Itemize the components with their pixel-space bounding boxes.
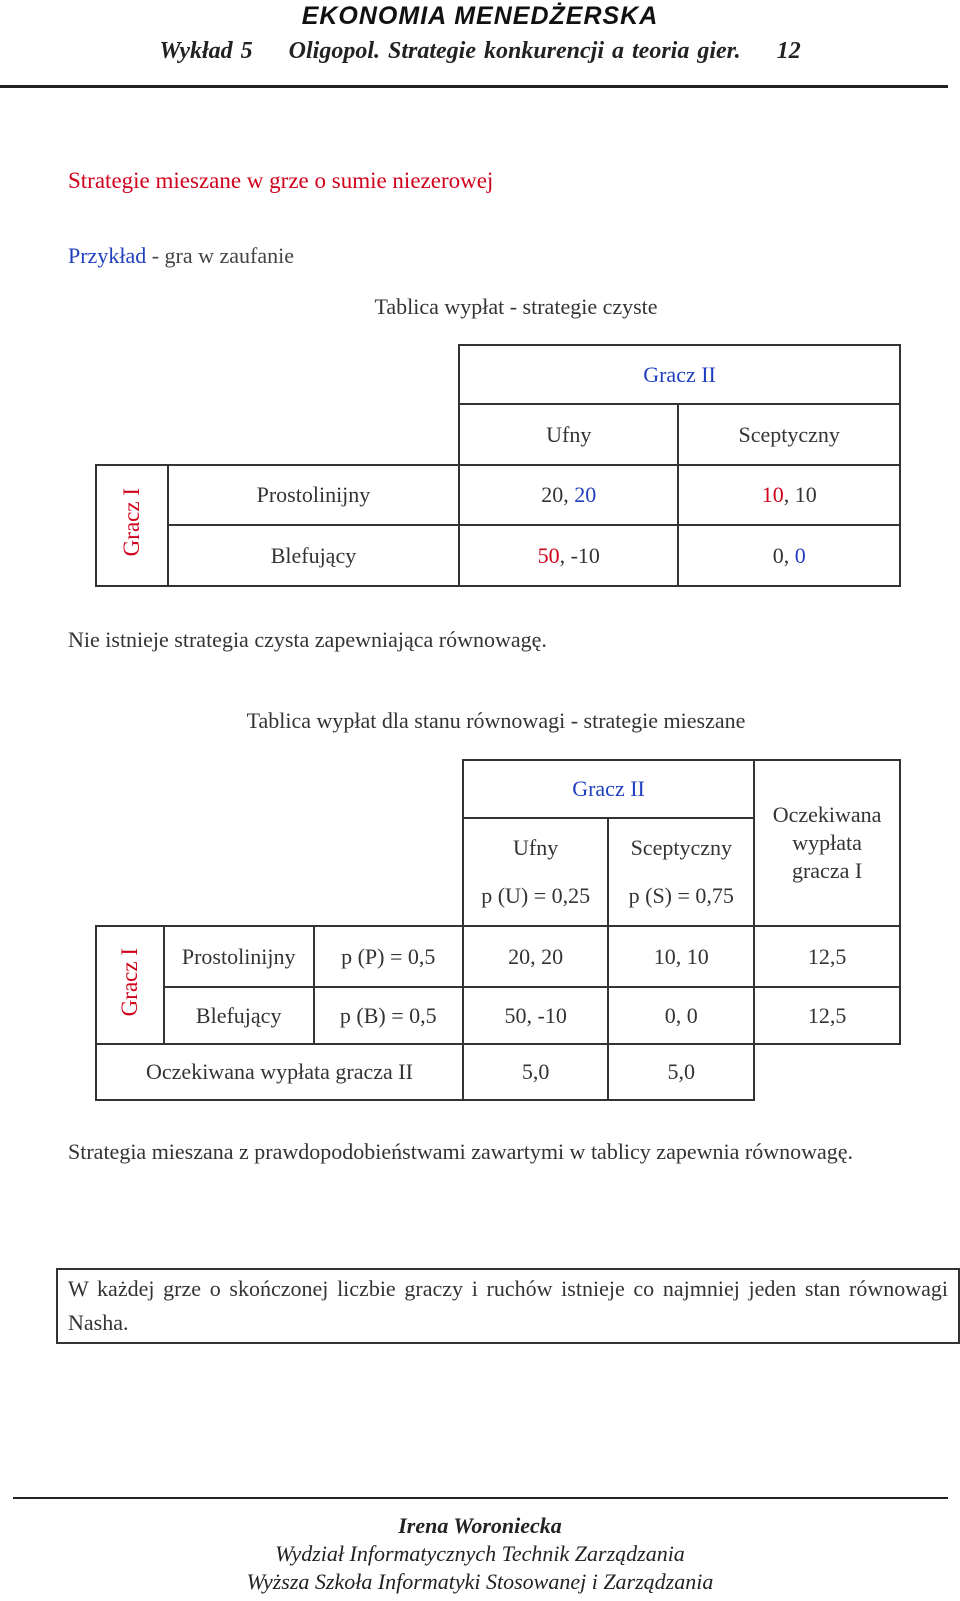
example-text: - gra w zaufanie bbox=[146, 243, 295, 268]
cell-part: 20 bbox=[574, 482, 597, 507]
table2-cell: 10, 10 bbox=[608, 926, 754, 987]
table2-expected-value: 12,5 bbox=[754, 926, 900, 987]
cell-part: 0 bbox=[794, 542, 806, 568]
nash-theorem-box: W każdej grze o skończonej liczbie graczy i ruchów istnieje co najmniej jeden stan równowagi Nasha. bbox=[56, 1268, 960, 1344]
cell-part: 20, bbox=[541, 482, 575, 507]
table1-cell bbox=[678, 465, 900, 525]
col-name: Sceptyczny bbox=[630, 835, 732, 860]
course-title: EKONOMIA MENEDŻERSKA bbox=[301, 2, 659, 30]
footer-divider bbox=[13, 1497, 948, 1499]
footer-author: Irena Woroniecka bbox=[398, 1513, 562, 1538]
table2-row-prob: p (B) = 0,5 bbox=[314, 987, 463, 1044]
payoff-table-pure bbox=[95, 344, 901, 587]
table2-cell: 0, 0 bbox=[608, 987, 754, 1044]
lecture-header bbox=[0, 38, 960, 65]
table1-player1-header bbox=[96, 465, 168, 586]
table1-cell bbox=[678, 525, 900, 586]
page-number: 12 bbox=[776, 38, 801, 64]
col-name: Ufny bbox=[513, 835, 559, 860]
cell-part: , -10 bbox=[559, 542, 600, 568]
table2-footer-value: 5,0 bbox=[463, 1044, 608, 1100]
table1-row-label: Prostolinijny bbox=[168, 465, 459, 525]
table1-cell bbox=[459, 465, 678, 525]
footer-school: Wyższa Szkoła Informatyki Stosowanej i Zarządzania bbox=[246, 1569, 714, 1594]
table2-expected-value: 12,5 bbox=[754, 987, 900, 1044]
table2-player2-header: Gracz II bbox=[463, 760, 754, 818]
table2-caption: Tablica wypłat dla stanu równowagi - strategie mieszane bbox=[246, 708, 746, 733]
table1-row-label: Blefujący bbox=[168, 525, 459, 586]
table1-cell bbox=[459, 525, 678, 586]
payoff-table-mixed bbox=[95, 759, 901, 1101]
header-line: gracza I bbox=[791, 858, 863, 883]
table2-row-prob: p (P) = 0,5 bbox=[314, 926, 463, 987]
section-title: Strategie mieszane w grze o sumie niezerowej bbox=[68, 168, 494, 193]
table2-player1-header bbox=[96, 926, 164, 1044]
table2-player1-label: Gracz I bbox=[116, 947, 142, 1017]
table2-col-sceptyczny bbox=[608, 818, 754, 926]
col-prob: p (U) = 0,25 bbox=[481, 883, 591, 908]
table2-col-ufny bbox=[463, 818, 608, 926]
table2-row-label: Blefujący bbox=[164, 987, 314, 1044]
col-prob: p (S) = 0,75 bbox=[628, 883, 734, 908]
cell-part: 50 bbox=[537, 542, 560, 568]
note-mixed-equilibrium: Strategia mieszana z prawdopodobieństwami zawartymi w tablicy zapewnia równowagę. bbox=[68, 1139, 853, 1164]
cell-part: 10 bbox=[761, 482, 784, 507]
table2-cell: 20, 20 bbox=[463, 926, 608, 987]
lecture-topic: Oligopol. Strategie konkurencji a teoria gier. bbox=[288, 38, 741, 64]
table1-col-ufny: Ufny bbox=[459, 404, 678, 465]
table2-expected-header bbox=[754, 760, 900, 926]
footer-faculty: Wydział Informatycznych Technik Zarządzania bbox=[275, 1541, 685, 1566]
example-line bbox=[68, 243, 294, 269]
table1-player1-label: Gracz I bbox=[118, 488, 144, 557]
table1-col-sceptyczny: Sceptyczny bbox=[678, 404, 900, 465]
header-divider bbox=[0, 85, 948, 88]
header-line: wypłata bbox=[792, 830, 862, 855]
table2-footer-value: 5,0 bbox=[608, 1044, 754, 1100]
table2-row-label: Prostolinijny bbox=[164, 926, 314, 987]
table1-caption: Tablica wypłat - strategie czyste bbox=[374, 294, 658, 319]
table2-cell: 50, -10 bbox=[463, 987, 608, 1044]
lecture-number: Wykład 5 bbox=[159, 38, 253, 64]
table1-player2-header: Gracz II bbox=[459, 345, 900, 404]
cell-part: 0, bbox=[772, 542, 795, 568]
header-line: Oczekiwana bbox=[772, 802, 882, 827]
table2-footer-label: Oczekiwana wypłata gracza II bbox=[96, 1044, 463, 1100]
example-label: Przykład bbox=[68, 243, 147, 268]
note-no-pure-equilibrium: Nie istnieje strategia czysta zapewniająca równowagę. bbox=[68, 627, 547, 652]
cell-part: , 10 bbox=[783, 482, 817, 507]
